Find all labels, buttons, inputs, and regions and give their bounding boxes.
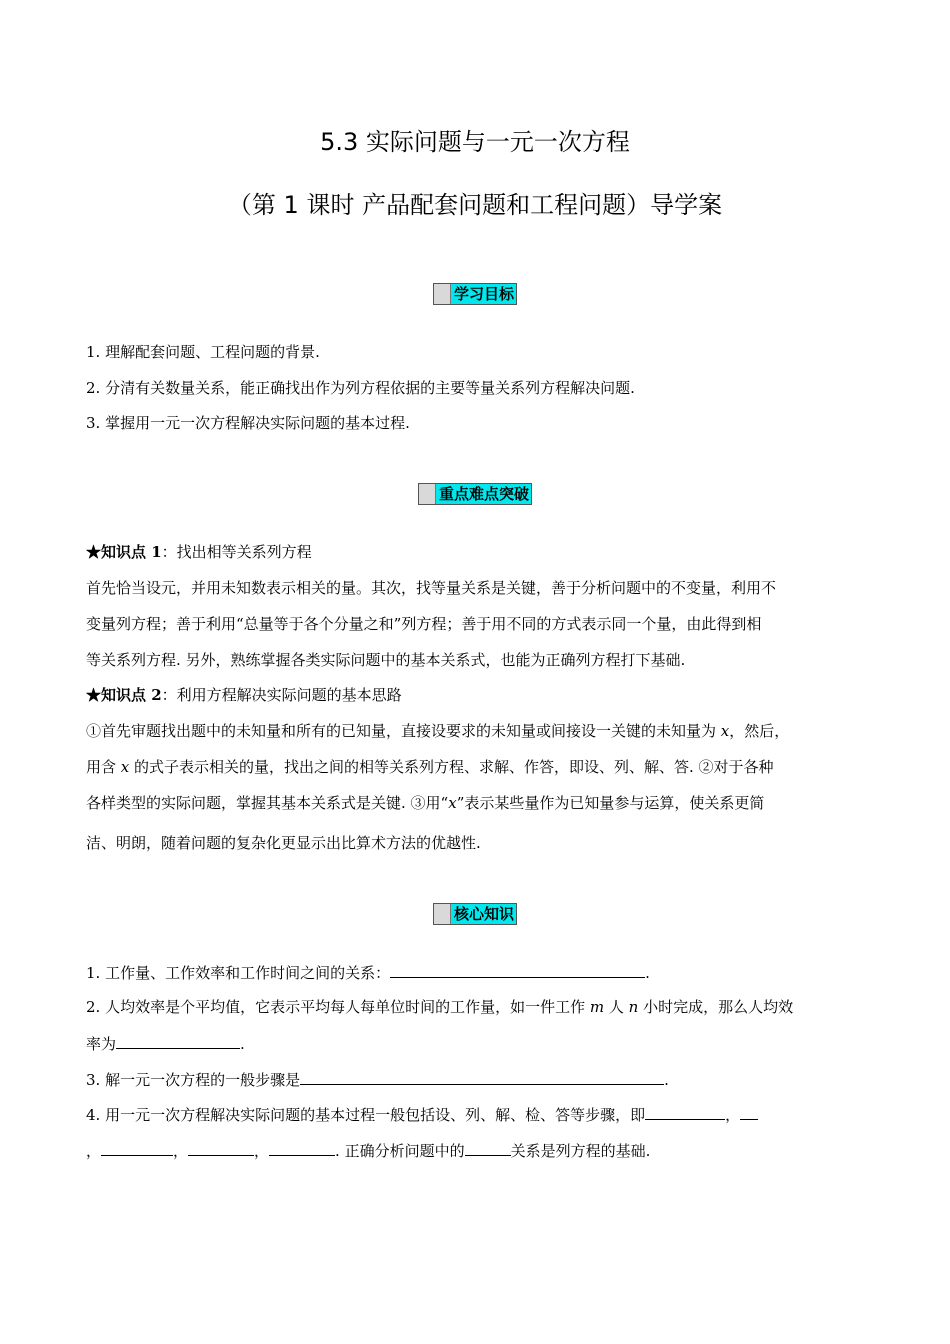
question-3 (86, 1069, 876, 1090)
answer-blank[interactable] (101, 1140, 173, 1156)
question-text: 人 (604, 998, 629, 1016)
variable-n: n (628, 998, 639, 1016)
knowledge-point-2-label: ★知识点 2 (86, 686, 162, 704)
question-text: 率为 (86, 1035, 117, 1053)
punctuation: ， (254, 1142, 270, 1160)
question-text: 关系是列方程的基础. (510, 1142, 651, 1160)
paragraph-line: 洁、明朗，随着问题的复杂化更显示出比算术方法的优越性. (86, 834, 481, 852)
answer-blank[interactable] (116, 1033, 240, 1049)
answer-blank[interactable] (300, 1069, 664, 1085)
section-key-label: 重点难点突破 (418, 483, 532, 505)
variable-x: x (448, 794, 457, 812)
page-subtitle: （第 1 课时 产品配套问题和工程问题）导学案 (227, 191, 723, 219)
answer-blank[interactable] (645, 1104, 725, 1120)
punctuation: ， (725, 1106, 741, 1124)
question-4 (86, 1104, 876, 1125)
paragraph-line: 变量列方程；善于利用“总量等于各个分量之和”列方程；善于用不同的方式表示同一个量，由此得到相 (86, 615, 762, 633)
knowledge-point-2-heading (86, 685, 876, 705)
variable-x: x (120, 758, 130, 776)
goal-item: 3. 掌握用一元一次方程解决实际问题的基本过程. (86, 414, 410, 432)
answer-blank[interactable] (740, 1104, 758, 1120)
punctuation: ， (173, 1142, 189, 1160)
section-key (0, 483, 950, 505)
section-goals-label: 学习目标 (433, 283, 517, 305)
text-run: 各样类型的实际问题，掌握其基本关系式是关键. ③用“ (86, 794, 449, 812)
text-run: 用含 (86, 758, 121, 776)
question-text: 1. 工作量、工作效率和工作时间之间的关系： (86, 964, 391, 982)
paragraph-line: 等关系列方程. 另外，熟练掌握各类实际问题中的基本关系式，也能为正确列方程打下基础. (86, 651, 686, 669)
question-text: . 正确分析问题中的 (335, 1142, 465, 1160)
question-text: 4. 用一元一次方程解决实际问题的基本过程一般包括设、列、解、检、答等步骤，即 (86, 1106, 646, 1124)
paragraph-line (86, 757, 876, 777)
text-run: ”表示某些量作为已知量参与运算，使关系更简 (456, 794, 765, 812)
answer-blank[interactable] (188, 1140, 254, 1156)
punctuation: . (240, 1035, 245, 1053)
text-run: ，然后， (729, 722, 790, 740)
section-core (0, 903, 950, 925)
variable-m: m (589, 998, 605, 1016)
punctuation: . (664, 1071, 669, 1089)
answer-blank[interactable] (390, 962, 645, 978)
question-text: 3. 解一元一次方程的一般步骤是 (86, 1071, 301, 1089)
goal-item: 2. 分清有关数量关系，能正确找出作为列方程依据的主要等量关系列方程解决问题. (86, 379, 635, 397)
paragraph-line: 首先恰当设元，并用未知数表示相关的量。其次，找等量关系是关键，善于分析问题中的不变量，利用不 (86, 579, 777, 597)
knowledge-point-2-title: ：利用方程解决实际问题的基本思路 (161, 686, 402, 704)
text-run: ①首先审题找出题中的未知量和所有的已知量，直接设要求的未知量或间接设一关键的未知量为 (86, 722, 721, 740)
paragraph-line (86, 721, 876, 741)
page-title: 5.3 实际问题与一元一次方程 (320, 128, 630, 156)
question-text: 2. 人均效率是个平均值，它表示平均每人每单位时间的工作量，如一件工作 (86, 998, 590, 1016)
punctuation: . (645, 964, 650, 982)
text-run: 的式子表示相关的量，找出之间的相等关系列方程、求解、作答，即设、列、解、答. ②对于各种 (129, 758, 774, 776)
paragraph-line (86, 793, 876, 813)
section-core-label: 核心知识 (433, 903, 517, 925)
variable-x: x (720, 722, 730, 740)
knowledge-point-1-title: ：找出相等关系列方程 (161, 543, 312, 561)
question-1 (86, 962, 876, 983)
question-4-cont (86, 1140, 876, 1161)
section-goals (0, 283, 950, 305)
knowledge-point-1-heading (86, 542, 876, 562)
knowledge-point-1-label: ★知识点 1 (86, 543, 162, 561)
question-text: 小时完成，那么人均效 (638, 998, 794, 1016)
answer-blank[interactable] (269, 1140, 335, 1156)
question-2 (86, 997, 876, 1017)
question-2-cont (86, 1033, 876, 1054)
punctuation: ， (86, 1142, 102, 1160)
goal-item: 1. 理解配套问题、工程问题的背景. (86, 343, 320, 361)
answer-blank[interactable] (465, 1140, 511, 1156)
